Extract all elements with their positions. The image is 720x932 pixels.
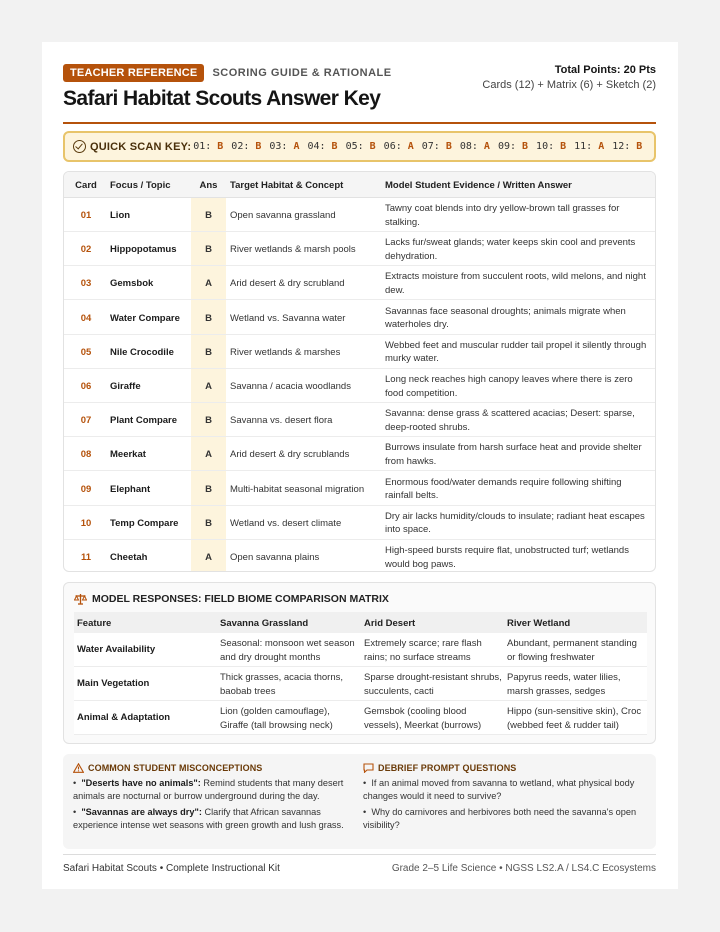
cell-habitat: Savanna vs. desert flora (230, 415, 333, 427)
answer-table (63, 171, 656, 572)
cell-card: 10 (80, 517, 92, 529)
cell-card: 02 (80, 244, 92, 256)
cell-evidence: Long neck reaches high canopy leaves where there is zero food competition. (385, 374, 633, 399)
scan-key-number: 02: (231, 141, 250, 152)
matrix-col-desert: Arid Desert (364, 618, 416, 629)
cell-ans: B (205, 346, 212, 358)
answer-key-page (42, 42, 678, 889)
cell-habitat: Open savanna plains (230, 552, 320, 563)
cell-focus: Elephant (110, 483, 151, 495)
matrix-cell-desert: Gemsbok (cooling blood vessels), Meerkat (burrows) (364, 706, 482, 731)
footer-left: Safari Habitat Scouts • Complete Instructional Kit (63, 863, 280, 874)
points-summary (482, 64, 656, 91)
table-row (64, 369, 655, 403)
cell-card: 08 (80, 449, 92, 461)
cell-focus: Meerkat (110, 449, 146, 461)
page-title: Safari Habitat Scouts Answer Key (63, 87, 381, 110)
table-row (64, 335, 655, 369)
scan-key-answer: B (445, 141, 452, 152)
misconception-item: • "Savannas are always dry": Clarify that African savannas experience intense wet seasons with green growth and lush grass. (73, 807, 344, 830)
cell-evidence: Tawny coat blends into dry yellow-brown tall grasses for stalking. (385, 203, 620, 228)
col-habitat: Target Habitat & Concept (230, 180, 344, 191)
cell-card: 01 (80, 210, 92, 221)
teacher-notes (63, 754, 656, 849)
cell-evidence: Extracts moisture from succulent roots, wild melons, and night dew. (385, 271, 646, 296)
cell-focus: Temp Compare (110, 517, 179, 529)
matrix-cell-desert: Extremely scarce; rare flash rains; no surface streams (364, 638, 482, 663)
footer (63, 854, 656, 874)
comparison-matrix (63, 582, 656, 744)
cell-evidence: Lacks fur/sweat glands; water keeps skin cool and prevents dehydration. (385, 237, 636, 262)
scan-key-number: 06: (383, 141, 402, 152)
misconceptions-title: COMMON STUDENT MISCONCEPTIONS (88, 763, 263, 773)
cell-ans: A (205, 381, 212, 392)
cell-evidence: High-speed bursts require flat, unobstructed turf; wetlands would bog paws. (385, 545, 629, 570)
col-evidence: Model Student Evidence / Written Answer (385, 180, 572, 191)
cell-evidence: Enormous food/water demands require following shifting rainfall belts. (385, 476, 622, 502)
cell-habitat: Arid desert & dry scrubland (230, 278, 345, 290)
col-focus: Focus / Topic (110, 180, 171, 191)
matrix-row (74, 667, 647, 701)
check-circle-icon (73, 140, 86, 153)
total-points: Total Points: 20 Pts (554, 64, 656, 76)
scan-key-answer: B (217, 141, 224, 152)
table-row (64, 403, 655, 437)
cell-focus: Hippopotamus (110, 244, 177, 256)
cell-focus: Plant Compare (110, 415, 178, 427)
matrix-cell-wetland: Abundant, permanent standing or flowing freshwater (507, 638, 637, 663)
table-row (64, 266, 655, 300)
cell-habitat: River wetlands & marshes (230, 346, 341, 358)
matrix-feature: Main Vegetation (77, 678, 150, 689)
matrix-cell-wetland: Hippo (sun-sensitive skin), Croc (webbed feet & rudder tail) (507, 706, 642, 731)
cell-card: 11 (80, 552, 92, 563)
debrief-box (363, 763, 643, 835)
scan-key-number: 12: (612, 141, 631, 152)
matrix-cell-savanna: Seasonal: monsoon wet season and dry drought months (220, 638, 355, 663)
scales-icon (74, 593, 87, 605)
table-row (64, 506, 655, 540)
cell-evidence: Dry air lacks humidity/clouds to insulate; radiant heat escapes into space. (385, 510, 645, 536)
footer-right: Grade 2–5 Life Science • NGSS LS2.A / LS4.C Ecosystems (391, 863, 656, 874)
cell-focus: Giraffe (110, 381, 141, 392)
cell-habitat: Wetland vs. Savanna water (230, 312, 346, 324)
cell-habitat: Multi-habitat seasonal migration (230, 483, 365, 495)
matrix-col-savanna: Savanna Grassland (220, 618, 309, 629)
scan-key-answer: B (560, 141, 567, 152)
scan-key-number: 01: (193, 141, 212, 152)
cell-ans: B (205, 312, 212, 324)
scan-key-answer: B (331, 141, 338, 152)
matrix-col-feature: Feature (77, 618, 112, 629)
cell-focus: Water Compare (110, 312, 180, 324)
misconception-item: • "Deserts have no animals": Remind students that many desert animals are nocturnal or burrow underground during the day. (73, 778, 344, 801)
table-row (64, 198, 655, 232)
cell-evidence: Burrows insulate from harsh surface heat and provide shelter from hawks. (385, 442, 642, 467)
scan-key-answer: A (293, 141, 300, 152)
teacher-reference-badge: TEACHER REFERENCE (63, 64, 204, 82)
table-row (64, 540, 655, 572)
debrief-title: DEBRIEF PROMPT QUESTIONS (378, 763, 517, 773)
scan-key-number: 10: (536, 141, 555, 152)
matrix-row (74, 633, 647, 667)
matrix-cell-savanna: Thick grasses, acacia thorns, baobab trees (220, 672, 344, 697)
matrix-feature: Water Availability (77, 644, 156, 655)
cell-habitat: Wetland vs. desert climate (230, 517, 342, 529)
matrix-row (74, 701, 647, 735)
cell-ans: B (205, 244, 212, 256)
cell-ans: A (205, 278, 212, 290)
cell-focus: Lion (110, 210, 131, 221)
cell-card: 06 (80, 381, 92, 392)
cell-habitat: River wetlands & marsh pools (230, 244, 356, 256)
scan-key-number: 07: (421, 141, 440, 152)
col-card: Card (75, 180, 97, 191)
quick-scan-label: QUICK SCAN KEY: (90, 140, 192, 153)
cell-evidence: Savannas face seasonal droughts; animals migrate when waterholes dry. (385, 305, 626, 331)
matrix-title-text: MODEL RESPONSES: FIELD BIOME COMPARISON MATRIX (92, 593, 389, 605)
matrix-cell-savanna: Lion (golden camouflage), Giraffe (tall browsing neck) (220, 706, 333, 731)
header-subtag: SCORING GUIDE & RATIONALE (212, 67, 392, 79)
matrix-col-wetland: River Wetland (507, 618, 571, 629)
debrief-item: • If an animal moved from savanna to wetland, what physical body changes would it need to survive? (363, 778, 635, 801)
matrix-header (74, 612, 647, 633)
cell-focus: Nile Crocodile (110, 346, 174, 358)
col-ans: Ans (199, 180, 218, 191)
cell-card: 09 (80, 483, 92, 495)
debrief-item: • Why do carnivores and herbivores both need the savanna's open visibility? (363, 807, 637, 830)
table-row (64, 472, 655, 506)
cell-habitat: Savanna / acacia woodlands (230, 381, 351, 392)
scan-key-answer: B (369, 141, 376, 152)
scan-key-number: 11: (574, 141, 593, 152)
matrix-cell-desert: Sparse drought-resistant shrubs, succulents, cacti (364, 672, 502, 697)
scan-key-number: 08: (459, 141, 478, 152)
scan-key-answer: B (636, 141, 643, 152)
cell-ans: A (205, 449, 212, 461)
answer-table-header (64, 172, 655, 198)
matrix-feature: Animal & Adaptation (77, 712, 171, 723)
scan-key-answer: B (522, 141, 529, 152)
cell-focus: Cheetah (110, 552, 148, 563)
scan-key-answer: A (483, 141, 490, 152)
table-row (64, 301, 655, 335)
cell-focus: Gemsbok (110, 278, 154, 290)
cell-card: 07 (80, 415, 92, 427)
cell-habitat: Arid desert & dry scrublands (230, 449, 350, 461)
quick-scan-key (63, 131, 656, 162)
matrix-grid (74, 612, 647, 735)
cell-ans: B (205, 517, 212, 529)
table-row (64, 437, 655, 471)
header-divider (63, 122, 656, 124)
cell-evidence: Savanna: dense grass & scattered acacias; Desert: sparse, deep-rooted shrubs. (385, 408, 635, 433)
cell-ans: B (205, 210, 212, 221)
speech-bubble-icon (363, 763, 374, 773)
table-row (64, 232, 655, 266)
scan-key-number: 05: (345, 141, 364, 152)
points-breakdown: Cards (12) + Matrix (6) + Sketch (2) (482, 79, 656, 91)
warning-icon (73, 763, 84, 773)
cell-card: 03 (80, 278, 92, 290)
matrix-cell-wetland: Papyrus reeds, water lilies, marsh grasses, sedges (507, 672, 621, 697)
quick-scan-answers (191, 141, 642, 152)
scan-key-answer: B (255, 141, 262, 152)
scan-key-number: 09: (497, 141, 517, 152)
scan-key-number: 03: (269, 141, 288, 152)
cell-ans: B (205, 415, 212, 427)
cell-habitat: Open savanna grassland (230, 210, 336, 221)
cell-card: 04 (80, 312, 92, 324)
cell-ans: A (205, 552, 212, 563)
cell-card: 05 (80, 346, 92, 358)
cell-evidence: Webbed feet and muscular rudder tail propel it silently through murky water. (385, 339, 647, 365)
misconceptions-box (73, 763, 353, 835)
scan-key-answer: A (407, 141, 414, 152)
scan-key-number: 04: (307, 141, 326, 152)
cell-ans: B (205, 483, 212, 495)
header (63, 64, 656, 122)
scan-key-answer: A (598, 141, 605, 152)
matrix-title (74, 593, 389, 605)
